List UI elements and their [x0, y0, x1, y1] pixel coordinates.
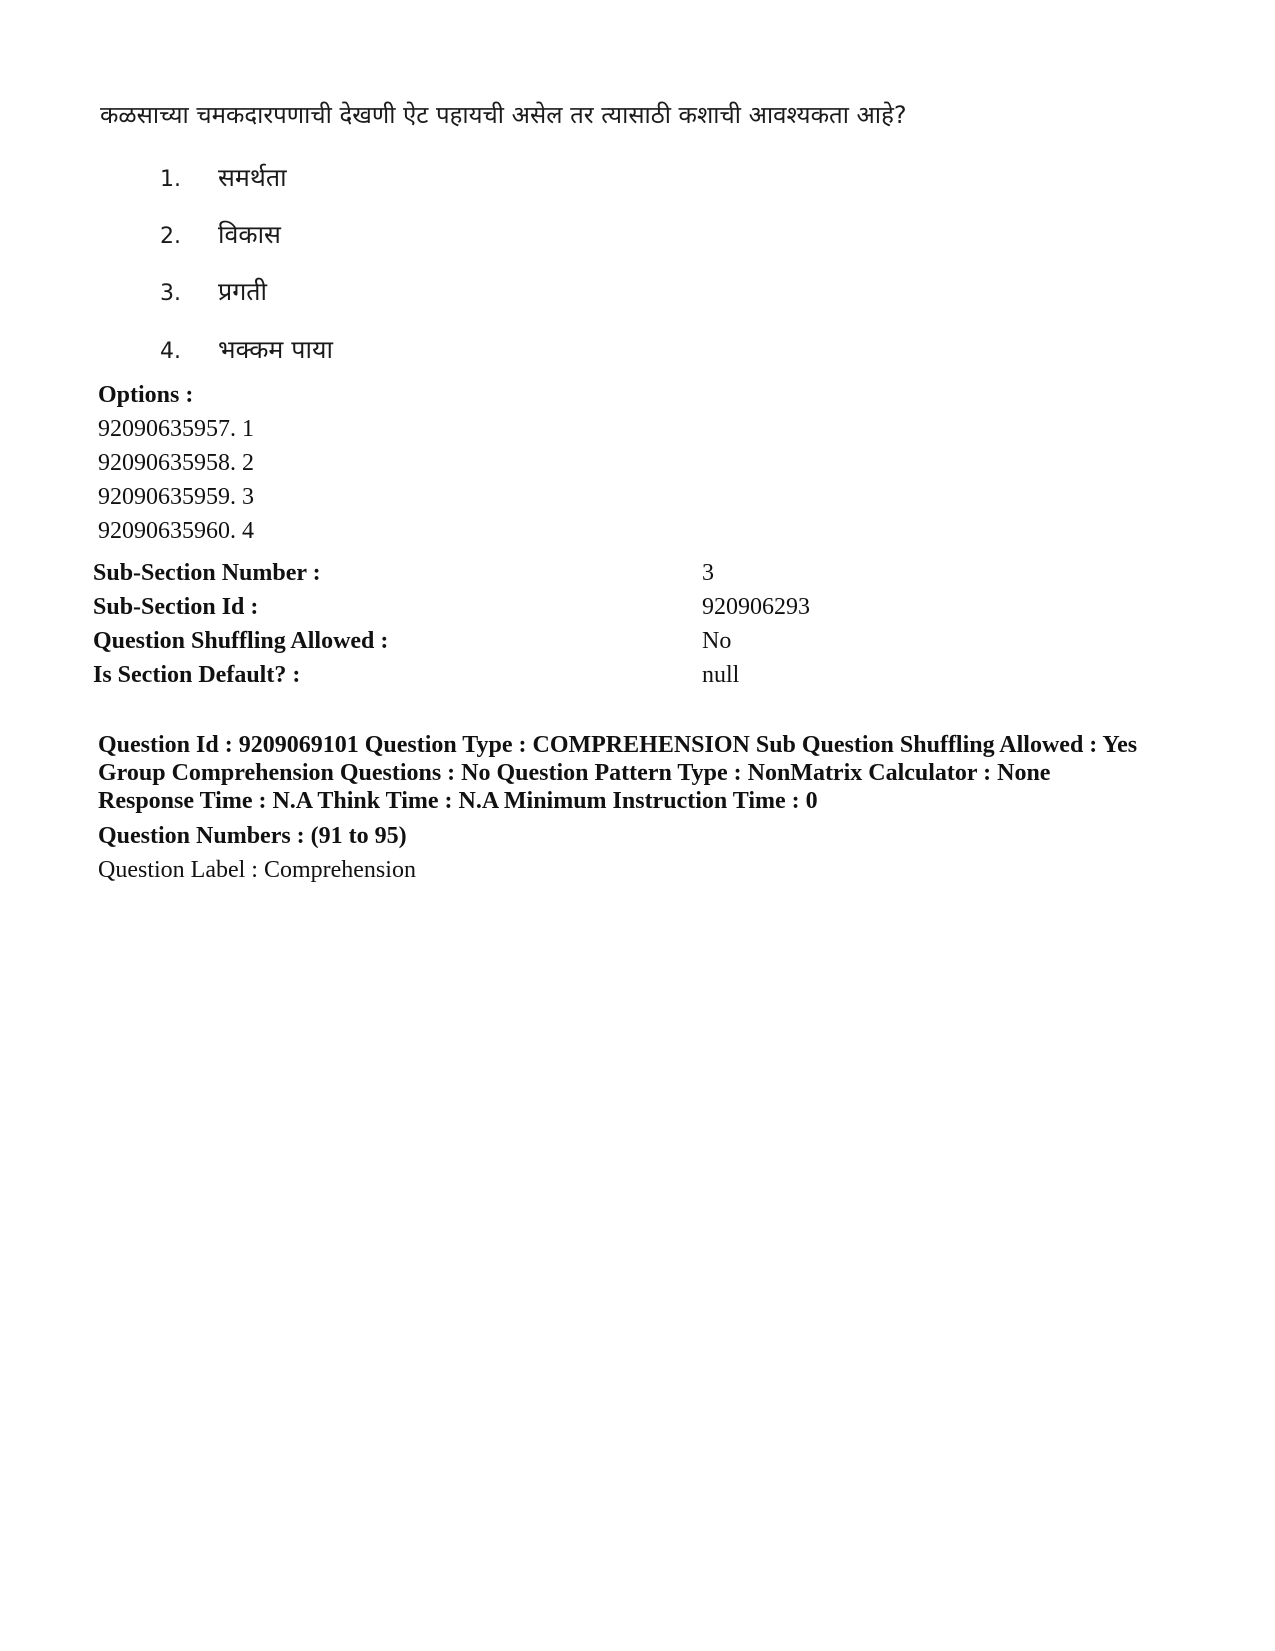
choice-number: 3. [160, 281, 181, 306]
choice-text: भक्कम पाया [218, 335, 333, 364]
choice-text: समर्थता [218, 163, 287, 192]
question-text: कळसाच्या चमकदारपणाची देखणी ऐट पहायची असेल तर त्यासाठी कशाची आवश्यकता आहे? [100, 101, 907, 129]
option-line: 92090635957. 1 [98, 416, 254, 442]
subsection-number-value: 3 [702, 560, 714, 586]
option-line: 92090635960. 4 [98, 518, 254, 544]
choice-item [160, 217, 281, 251]
question-info-line: Group Comprehension Questions : No Question Pattern Type : NonMatrix Calculator : None [98, 760, 1051, 786]
choice-number: 2. [160, 224, 181, 249]
option-line: 92090635958. 2 [98, 450, 254, 476]
choice-item [160, 274, 267, 308]
question-numbers: Question Numbers : (91 to 95) [98, 823, 407, 849]
choice-item [160, 332, 333, 366]
question-shuffling-value: No [702, 628, 732, 654]
section-default-label: Is Section Default? : [93, 662, 301, 688]
subsection-id-label: Sub-Section Id : [93, 594, 259, 620]
subsection-number-label: Sub-Section Number : [93, 560, 321, 586]
choice-text: विकास [218, 220, 281, 249]
question-info-line: Question Id : 9209069101 Question Type : COMPREHENSION Sub Question Shuffling Allowed : Yes [98, 732, 1138, 758]
question-info-line: Response Time : N.A Think Time : N.A Minimum Instruction Time : 0 [98, 788, 818, 814]
question-label: Question Label : Comprehension [98, 857, 416, 883]
options-heading: Options : [98, 382, 194, 408]
choice-number: 1. [160, 167, 181, 192]
choice-number: 4. [160, 339, 181, 364]
section-default-value: null [702, 662, 740, 688]
question-shuffling-label: Question Shuffling Allowed : [93, 628, 389, 654]
choice-item [160, 160, 287, 194]
option-line: 92090635959. 3 [98, 484, 254, 510]
choice-text: प्रगती [218, 277, 268, 306]
subsection-id-value: 920906293 [702, 594, 810, 620]
